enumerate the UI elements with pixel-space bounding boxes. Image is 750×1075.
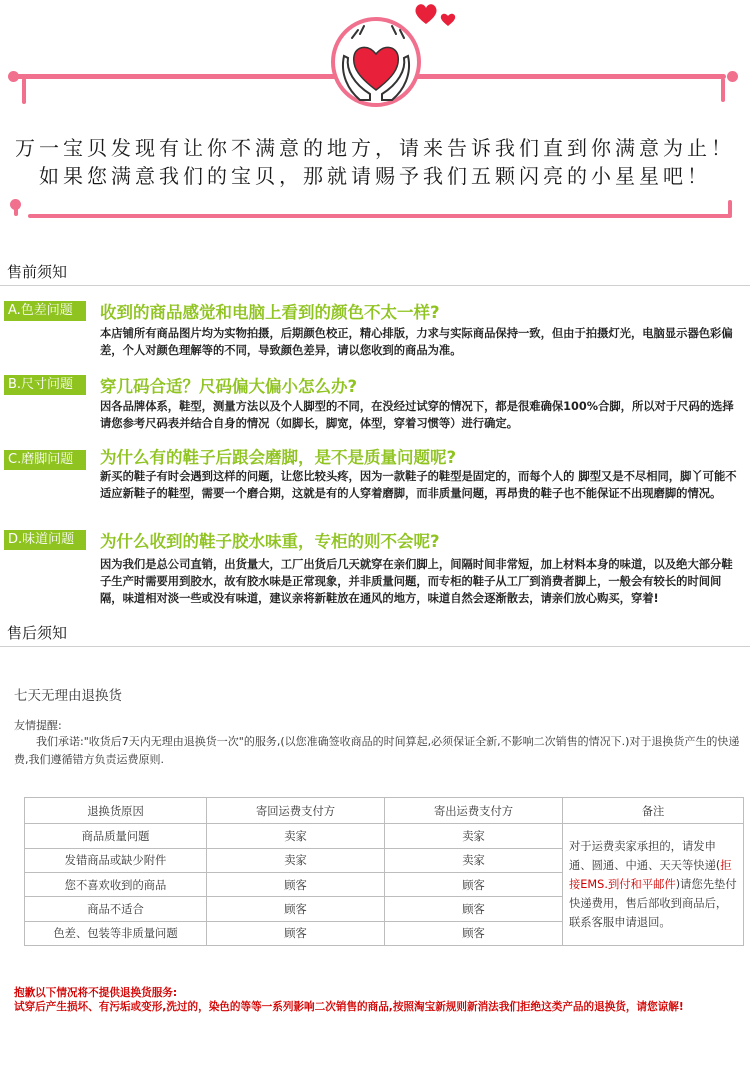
row-return-payer: 顾客 bbox=[207, 921, 385, 945]
after-sale-title: 售后须知 bbox=[7, 624, 68, 642]
answer-size-issue: 因各品牌体系，鞋型，测量方法以及个人脚型的不同，在没经过试穿的情况下，都是很难确保100%合脚，所以对于尺码的选择请您参考尺码表并结合自身的情况（如脚长，脚宽，体型，穿着习惯等）进行确定。 bbox=[100, 400, 734, 430]
return-fee-table bbox=[24, 797, 744, 946]
tag-color-issue: A.色差问题 bbox=[4, 301, 86, 321]
table-header-row bbox=[25, 798, 744, 824]
tag-odor-issue: D.味道问题 bbox=[4, 530, 86, 550]
table-row bbox=[25, 824, 744, 848]
question-size-issue: 穿几码合适？尺码偏大偏小怎么办? bbox=[100, 377, 358, 396]
banner bbox=[0, 0, 750, 240]
row-send-payer: 顾客 bbox=[385, 921, 563, 945]
question-color-issue: 收到的商品感觉和电脑上看到的颜色不太一样? bbox=[100, 303, 440, 322]
no-return-warning-title: 抱歉以下情况将不提供退换货服务: bbox=[14, 987, 178, 999]
remark-text-part2: )请您先垫付快递费用，售后部收到商品后，联系客服申请退回。 bbox=[569, 878, 737, 930]
answer-color-issue: 本店铺所有商品图片均为实物拍摄，后期颜色校正，精心排版，力求与实际商品保持一致，但由于拍摄灯光，电脑显示器色彩偏差，个人对颜色理解等的不同，导致颜色差异，请以您收到的商品为准。 bbox=[100, 327, 733, 357]
header-remark: 备注 bbox=[563, 798, 744, 824]
banner-drop-bottom-right bbox=[728, 200, 732, 216]
banner-top-left-dot bbox=[8, 71, 19, 82]
no-return-warning-text: 试穿后产生损坏、有污垢或变形,洗过的，染色的等等一系列影响二次销售的商品,按照淘宝新规则新消法我们拒绝这类产品的退换货，请您谅解! bbox=[14, 1001, 684, 1013]
row-reason: 您不喜欢收到的商品 bbox=[25, 873, 207, 897]
banner-top-right-dot bbox=[727, 71, 738, 82]
row-reason: 发错商品或缺少附件 bbox=[25, 848, 207, 872]
question-rubbing-issue: 为什么有的鞋子后跟会磨脚，是不是质量问题呢? bbox=[100, 448, 457, 467]
remark-highlight: 拒接EMS.到付和平邮件 bbox=[569, 859, 732, 892]
tag-rubbing-issue: C.磨脚问题 bbox=[4, 450, 86, 470]
banner-top-line-right bbox=[411, 74, 726, 79]
remark-cell bbox=[563, 824, 744, 946]
row-reason: 商品不适合 bbox=[25, 897, 207, 921]
heart-hands-icon bbox=[330, 12, 422, 108]
pre-sale-divider bbox=[0, 285, 750, 286]
banner-drop-right bbox=[721, 78, 725, 102]
row-send-payer: 卖家 bbox=[385, 824, 563, 848]
pre-sale-title: 售前须知 bbox=[7, 263, 68, 281]
banner-bottom-line bbox=[28, 214, 732, 218]
header-reason: 退换货原因 bbox=[25, 798, 207, 824]
small-hearts-icon bbox=[412, 0, 460, 30]
row-send-payer: 卖家 bbox=[385, 848, 563, 872]
tag-size-issue: B.尺寸问题 bbox=[4, 375, 86, 395]
banner-slogan-line1: 万一宝贝发现有让你不满意的地方，请来告诉我们直到你满意为止！ bbox=[15, 136, 735, 160]
banner-drop-bottom-left bbox=[14, 202, 18, 216]
answer-rubbing-issue: 新买的鞋子有时会遇到这样的问题，让您比较头疼，因为一款鞋子的鞋型是固定的，而每个人的 脚型又是不尽相同，脚丫可能不适应新鞋子的鞋型，需要一个磨合期，这就是有的人穿着磨脚，而非质量问题，再昂贵的鞋子也不能保证不出现磨脚的情况。 bbox=[100, 470, 737, 500]
banner-slogan-line2: 如果您满意我们的宝贝，那就请赐予我们五颗闪亮的小星星吧！ bbox=[39, 164, 711, 188]
seven-day-return-title: 七天无理由退换货 bbox=[14, 688, 122, 704]
row-send-payer: 顾客 bbox=[385, 873, 563, 897]
banner-top-line bbox=[14, 74, 339, 79]
return-policy-text: 我们承诺:"收货后7天内无理由退换货一次"的服务,(以您准确签收商品的时间算起,必须保证全新,不影响二次销售的情况下.)对于退换货产生的快递费,我们遵循错方负责运费原则. bbox=[14, 735, 740, 766]
row-return-payer: 卖家 bbox=[207, 824, 385, 848]
row-return-payer: 卖家 bbox=[207, 848, 385, 872]
row-return-payer: 顾客 bbox=[207, 897, 385, 921]
after-sale-divider bbox=[0, 646, 750, 647]
remark-text-part1: 对于运费卖家承担的，请发申通、圆通、中通、天天等快递( bbox=[569, 840, 721, 873]
row-reason: 商品质量问题 bbox=[25, 824, 207, 848]
banner-drop-left bbox=[22, 78, 26, 104]
row-return-payer: 顾客 bbox=[207, 873, 385, 897]
row-reason: 色差、包装等非质量问题 bbox=[25, 921, 207, 945]
answer-odor-issue: 因为我们是总公司直销，出货量大，工厂出货后几天就穿在亲们脚上，间隔时间非常短，加上材料本身的味道，以及绝大部分鞋子生产时需要用到胶水，故有胶水味是正常现象，并非质量问题，而专柜的鞋子从工厂到消费者脚上，一般会有较长的时间间隔，味道相对淡一些或没有味道，建议亲将新鞋放在通风的地方，味道自然会逐渐散去，请亲们放心购买，穿着! bbox=[100, 558, 733, 605]
friendly-reminder-label: 友情提醒: bbox=[14, 719, 62, 732]
question-odor-issue: 为什么收到的鞋子胶水味重，专柜的则不会呢? bbox=[100, 532, 440, 551]
header-send-shipping-payer: 寄出运费支付方 bbox=[385, 798, 563, 824]
header-return-shipping-payer: 寄回运费支付方 bbox=[207, 798, 385, 824]
row-send-payer: 顾客 bbox=[385, 897, 563, 921]
